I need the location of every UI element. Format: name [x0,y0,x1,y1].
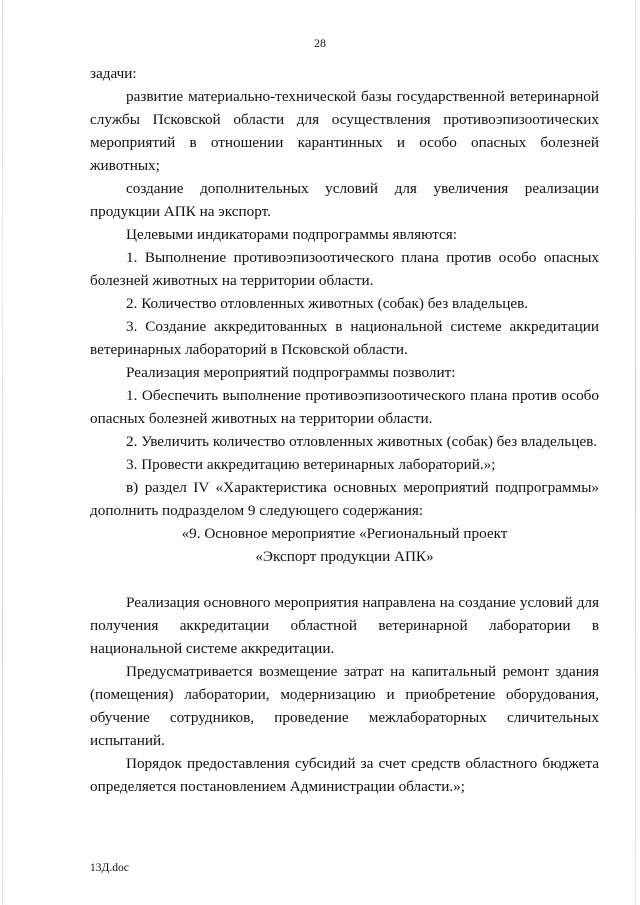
scan-edge-right [635,0,636,905]
paragraph: 1. Выполнение противоэпизоотического плана против особо опасных болезней животных на территории области. [90,249,599,289]
paragraph: 2. Увеличить количество отловленных животных (собак) без владельцев. [126,433,598,450]
paragraph: 3. Создание аккредитованных в национальной системе аккредитации ветеринарных лабораторий в Псковской области. [90,318,599,358]
section-heading-line-1: «9. Основное мероприятие «Региональный проект [181,525,508,542]
paragraph: создание дополнительных условий для увеличения реализации продукции АПК на экспорт. [90,180,599,220]
paragraph: Порядок предоставления субсидий за счет средств областного бюджета определяется постановлением Администрации области.»; [90,755,599,795]
paragraph: 1. Обеспечить выполнение противоэпизоотического плана против особо опасных болезней животных на территории области. [90,387,599,427]
paragraph: 2. Количество отловленных животных (собак) без владельцев. [126,295,529,312]
section-heading-line-2: «Экспорт продукции АПК» [255,548,434,565]
paragraph: Предусматривается возмещение затрат на капитальный ремонт здания (помещения) лаборатории, модернизацию и приобретение оборудования, обучение сотрудников, проведение межлабораторных сличительных испытаний. [90,663,599,749]
paragraph: 3. Провести аккредитацию ветеринарных лабораторий.»; [126,456,496,473]
scan-edge-left [2,0,3,905]
paragraph: в) раздел IV «Характеристика основных мероприятий подпрограммы» дополнить подразделом 9 следующего содержания: [90,479,599,519]
file-name-footer: 13Д.doc [90,862,129,874]
paragraph: задачи: [90,65,137,82]
paragraph: Реализация основного мероприятия направлена на создание условий для получения аккредитации областной ветеринарной лаборатории в национальной системе аккредитации. [90,594,599,657]
page-number: 28 [314,36,326,50]
paragraph: Целевыми индикаторами подпрограммы являются: [126,226,457,243]
spacer [90,568,599,591]
paragraph: Реализация мероприятий подпрограммы позволит: [126,364,456,381]
paragraph: развитие материально-технической базы государственной ветеринарной службы Псковской области для осуществления противоэпизоотических мероприятий в отношении карантинных и особо опасных болезней животных; [90,88,599,174]
document-body [90,62,599,798]
